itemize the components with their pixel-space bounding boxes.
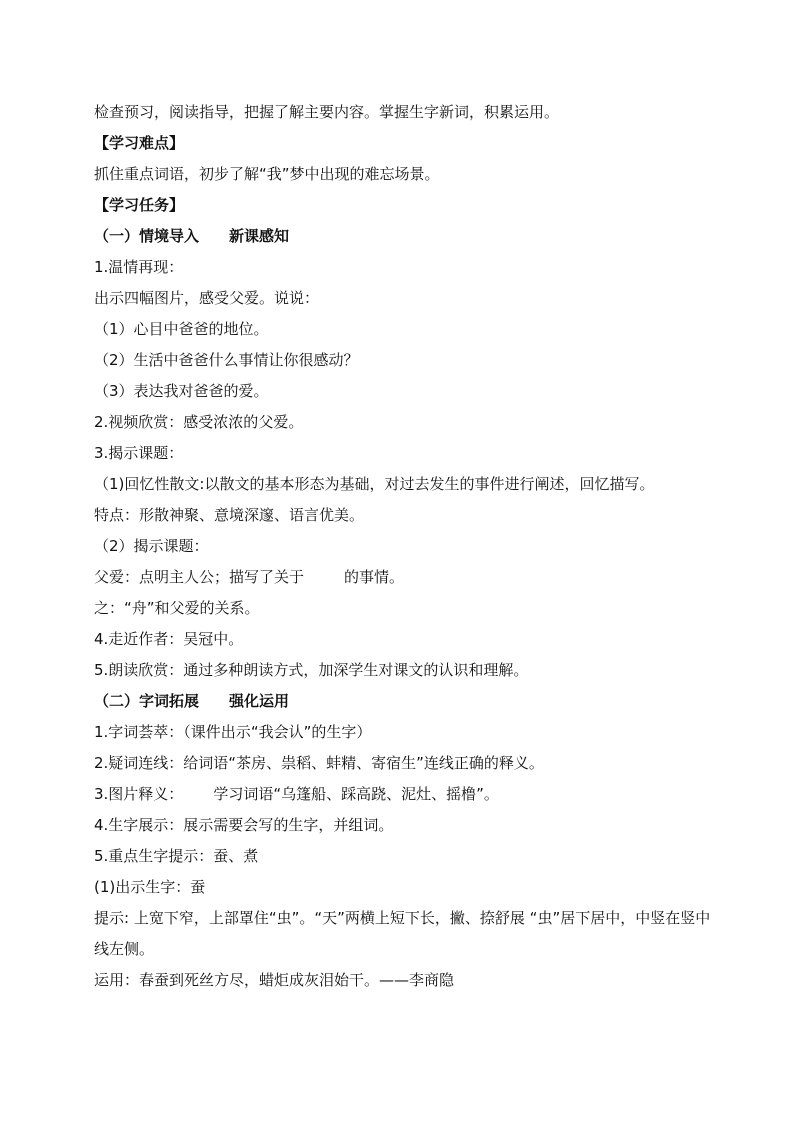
list-item: （2）生活中爸爸什么事情让你很感动？ [94,351,359,369]
list-item [94,779,714,810]
list-item: 5.朗读欣赏：通过多种朗读方式，加深学生对课文的认识和理解。 [94,661,529,679]
text-line-with-blank [94,562,714,593]
text-line: 出示四幅图片，感受父爱。说说： [94,289,320,307]
section-heading-tasks: 【学习任务】 [94,196,185,214]
text-line: 检查预习，阅读指导，把握了解主要内容。掌握生字新词，积累运用。 [94,103,560,121]
subsection-heading-1-part-b: 新课感知 [229,227,290,245]
document-page [94,97,714,996]
list-item: （3）表达我对爸爸的爱。 [94,382,269,400]
list-item: 1.字词荟萃：（课件出示“我会认”的生字） [94,723,372,741]
list-item: 3.揭示课题： [94,444,184,462]
subsection-heading-1 [94,221,714,252]
list-item: （1)回忆性散文:以散文的基本形态为基础，对过去发生的事件进行阐述，回忆描写。 [94,475,655,493]
text-line: 之：“舟”和父爱的关系。 [94,599,260,617]
list-item: (1)出示生字：蚕 [94,878,206,896]
fuai-text-b: 的事情。 [344,568,405,586]
image-definition-text: 学习词语“乌篷船、踩高跷、泥灶、摇橹”。 [213,785,499,803]
list-item: （1）心目中爸爸的地位。 [94,320,269,338]
text-line: 抓住重点词语，初步了解“我”梦中出现的难忘场景。 [94,165,440,183]
list-item: 2.视频欣赏：感受浓浓的父爱。 [94,413,304,431]
subsection-heading-2-part-a: （二）字词拓展 [94,692,200,710]
text-paragraph: 提示: 上宽下窄，上部罩住“虫”。“天”两横上短下长，撇、捺舒展 “虫”居下居中，中竖在竖中线左侧。 [94,909,711,958]
image-definition-label: 3.图片释义： [94,785,184,803]
subsection-heading-2-part-b: 强化运用 [229,692,290,710]
list-item: 1.温情再现： [94,258,184,276]
list-item: 5.重点生字提示：蚕、煮 [94,847,259,865]
subsection-heading-2 [94,686,714,717]
list-item: 4.走近作者：吴冠中。 [94,630,244,648]
list-item: 4.生字展示：展示需要会写的生字，并组词。 [94,816,394,834]
text-line: 运用：春蚕到死丝方尽，蜡炬成灰泪始干。——李商隐 [94,971,455,989]
fuai-text-a: 父爱：点明主人公；描写了关于 [94,568,305,586]
list-item: 2.疑词连线：给词语“茶房、祟稻、蚌精、寄宿生”连线正确的释义。 [94,754,544,772]
section-heading-difficulty: 【学习难点】 [94,134,185,152]
subsection-heading-1-part-a: （一）情境导入 [94,227,200,245]
text-line: 特点：形散神聚、意境深邃、语言优美。 [94,506,365,524]
list-item: （2）揭示课题： [94,537,209,555]
